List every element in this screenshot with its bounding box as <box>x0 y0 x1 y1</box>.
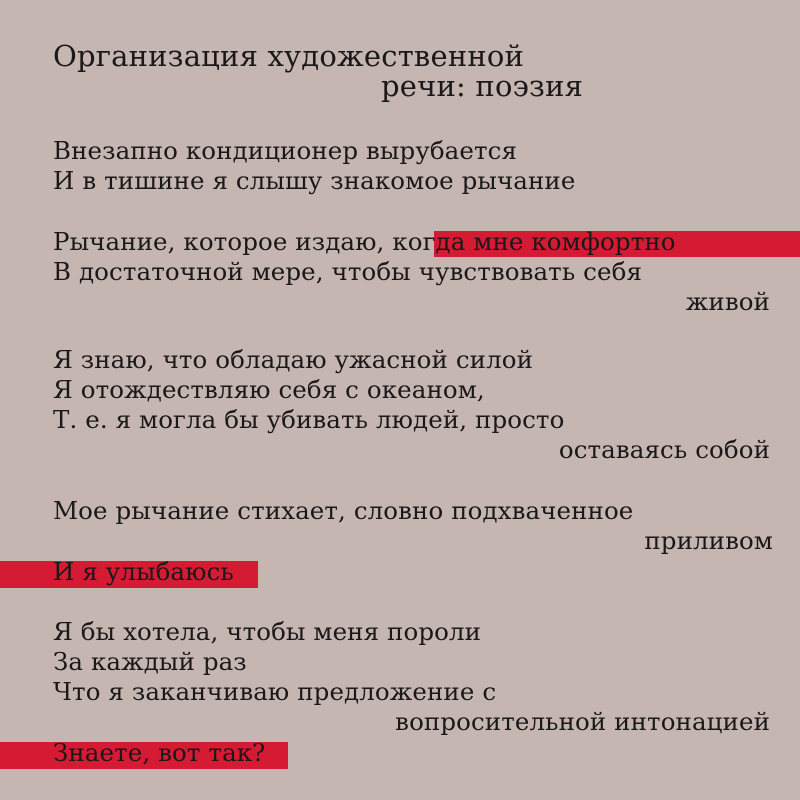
poem-line: Я отождествляю себя с океаном, <box>53 375 485 404</box>
poem-line: Я бы хотела, чтобы меня пороли <box>53 617 482 646</box>
poem-line-part: Рычание, которое издаю, <box>53 227 393 256</box>
page-title-line-2: речи: поэзия <box>381 69 584 103</box>
highlighted-phrase: когда мне комфортно <box>392 227 676 256</box>
poem-line: Внезапно кондиционер вырубается <box>53 136 518 165</box>
poem-line-right: вопросительной интонацией <box>395 707 770 736</box>
page-title-line-1: Организация художественной <box>53 39 525 73</box>
poem-line: И в тишине я слышу знакомое рычание <box>53 166 576 195</box>
highlighted-line-smile: И я улыбаюсь <box>53 557 234 586</box>
poem-line-right: приливом <box>644 526 773 555</box>
highlighted-line-you-know: Знаете, вот так? <box>53 738 266 767</box>
poem-line: Т. е. я могла бы убивать людей, просто <box>53 405 565 434</box>
poem-line: Что я заканчиваю предложение с <box>53 677 497 706</box>
poem-line: За каждый раз <box>53 647 247 676</box>
poem-line: Я знаю, что обладаю ужасной силой <box>53 345 534 374</box>
poem-line <box>53 227 676 257</box>
poem-line: В достаточной мере, чтобы чувствовать себя <box>53 257 642 286</box>
poem-line: Мое рычание стихает, словно подхваченное <box>53 496 634 525</box>
poem-line-right: оставаясь собой <box>558 435 770 464</box>
poem-line-right: живой <box>685 287 770 316</box>
